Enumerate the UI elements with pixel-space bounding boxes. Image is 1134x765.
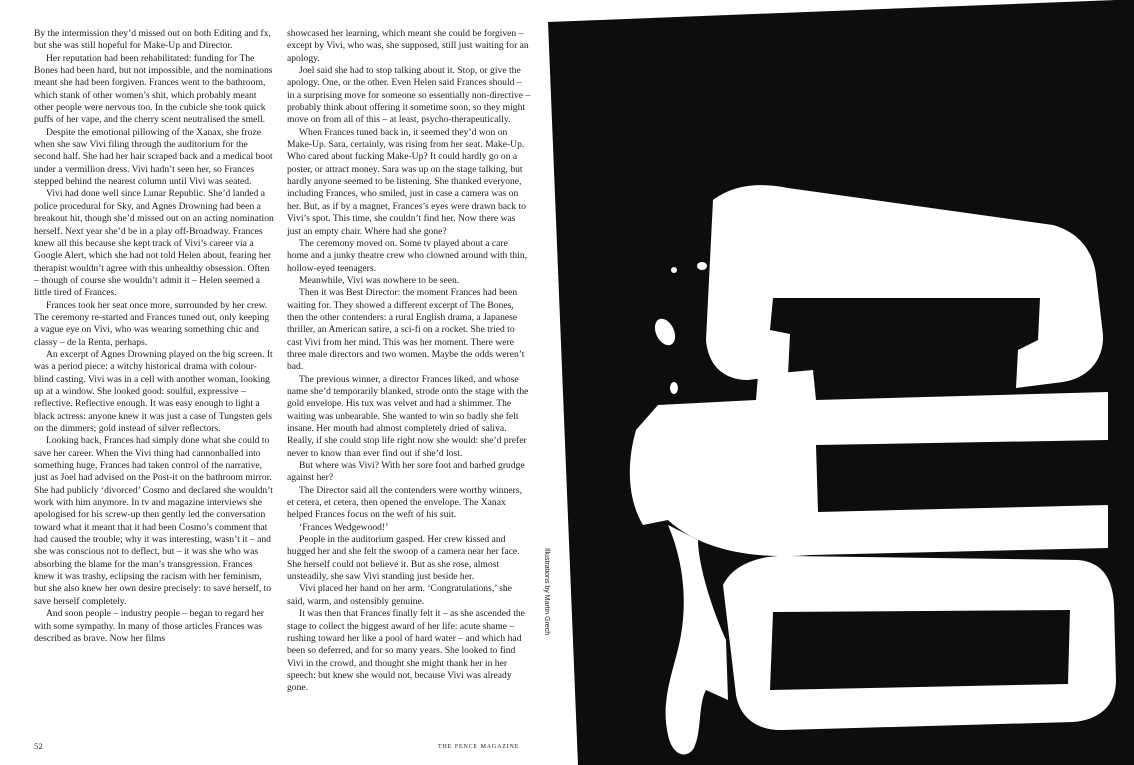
paragraph: showcased her learning, which meant she could be forgiven – except by Vivi, who was, she supposed, still just waiting for an apology. (287, 28, 529, 64)
paragraph: Her reputation had been rehabilitated: funding for The Bones had been hard, but not impossible, and the nominations meant she had been forgiven. Frances went to the bathroom, which stank of other women’s shit, which probably meant other people were nervous too. In the cubicle she took quick puffs of her vape, and the cherry scent neutralised the smell. (34, 52, 273, 126)
splash-dot (926, 267, 932, 273)
paragraph: When Frances tuned back in, it seemed they’d won on Make-Up. Sara, certainly, was rising from her seat. Make-Up. Who cared about fucking Make-Up? It could hardly go on a poster, or attract money. Sara was up on the stage talking, but hardly anyone seemed to be listening. She thanked everyone, including Frances, who smiled, just in case a camera was on her. But, as if by a magnet, Frances’s eyes were drawn back to Vivi’s spot. This time, she couldn’t find her. Now there was just an empty chair. Where had she gone? (287, 126, 526, 237)
paragraph: Meanwhile, Vivi was nowhere to be seen. (299, 274, 460, 286)
paragraph: And soon people – industry people – began to regard her with some sympathy. In many of those articles Frances was described as brave. Now her films (34, 608, 264, 644)
paragraph: ‘Frances Wedgewood!’ (299, 521, 389, 533)
paragraph: Then it was Best Director: the moment Frances had been waiting for. They showed a different excerpt of The Bones, then the other contenders: a rural English drama, a Japanese thriller, an American satire, a sci-fi on a rocket. She tried to cast Vivi from her mind. This was her moment. There were three male directors and two women. Maybe the odds weren’t bad. (287, 287, 525, 373)
paragraph: It was then that Frances finally felt it – as she ascended the stage to collect the biggest award of her life: acute shame – rushing toward her like a pool of hard water – and which had been so deferred, and for so many years. She looked to find Vivi in the crowd, and thought she might thank her in her speech: but knew she would not, because Vivi was already gone. (287, 608, 525, 694)
paragraph: Frances took her seat once more, surrounded by her crew. The ceremony re-started and Frances tuned out, only keeping a vague eye on Vivi, who was wearing something chic and classy – de la Renta, perhaps. (34, 299, 270, 348)
paragraph: Despite the emotional pillowing of the Xanax, she froze when she saw Vivi filing through the auditorium for the second half. She had her hair scraped back and a medical boot under a vermillion dress. Vivi hadn’t seen her, so Frances stepped behind the nearest column until Vivi was seated. (34, 126, 273, 188)
paragraph: An excerpt of Agnes Drowning played on the big screen. It was a period piece: a witchy historical drama with colour-blind casting. Vivi was in a cell with another woman, looking up at a window. She looked good: soulful, expressive – reflective. Reflective enough. It was easy enough to light a black actress: anyone knew it was just a case of Tungsten gels on the dimmers; gold instead of silver reflectors. (34, 348, 273, 434)
paragraph: The ceremony moved on. Some tv played about a care home and a junky theatre crew who clowned around with thin, hollow-eyed teenagers. (287, 237, 528, 274)
illustration-credit: Illustrations by Martin Grech (543, 548, 550, 636)
splash-dot (724, 224, 736, 240)
paragraph: Vivi placed her hand on her arm. ‘Congratulations,’ she said, warm, and ostensibly genuine. (287, 583, 512, 607)
page-number: 52 (34, 741, 43, 751)
illustration (548, 0, 1134, 765)
paragraph: But where was Vivi? With her sore foot and barbed grudge against her? (287, 460, 525, 484)
splash-dot (772, 428, 776, 432)
paragraph: Looking back, Frances had simply done what she could to save her career. When the Vivi thing had cannonballed into something huge, Frances had taken control of the narrative, just as Joel had advised on the Post-it on the bathroom mirror. She had publicly ‘divorced’ Cosmo and declared she wouldn’t work with him anymore. In tv and magazine interviews she apologised for his screw-up then gently led the conversation toward what it meant that it had been Cosmo’s comment that had caused the trouble; why it was interesting, wasn’t it – and she was conscious not to deflect, but – it was she who was absorbing the blame for the man’s transgression. Frances knew it was trashy, eclipsing the racism with her feminism, but she also knew her own desire precisely: to save herself, to save herself completely. (34, 435, 273, 607)
splash-dot (697, 262, 707, 270)
paragraph: The previous winner, a director Frances liked, and whose name she’d temporarily blanked, strode onto the stage with the gold envelope. His tux was velvet and had a shimmer. The waiting was unbearable. She wanted to win so badly she felt insane. Her mouth had almost completely dried of saliva. Really, if she could stop life right now she would: she’d prefer never to know than ever find out if she’d lost. (287, 373, 529, 459)
paragraph: Vivi had done well since Lunar Republic. She’d landed a police procedural for Sky, and Agnes Drowning had been a breakout hit, though she’d missed out on an acting nomination herself. Next year she’d be in a play off-Broadway. Frances knew all this because she kept track of Vivi’s career via a Google Alert, which she had not told Helen about, fearing her therapist wouldn’t agree with this unhealthy obsession. Often – though of course she wouldn’t admit it – Helen seemed a little tired of Frances. (34, 188, 274, 299)
left-text-column (34, 28, 274, 645)
splash-dot (671, 267, 677, 273)
magazine-name: the fence magazine (438, 741, 520, 750)
paragraph: The Director said all the contenders were worthy winners, et cetera, et cetera, then opened the envelope. The Xanax helped Frances focus on the weft of his suit. (287, 484, 522, 521)
paragraph: Joel said she had to stop talking about it. Stop, or give the apology. One, or the other. Even Helen said Frances should – in a surprising move for someone so essentially non-directive – probably think about offering it sometime soon, so they might move on from all of this – at least, psycho-therapeutically. (287, 65, 531, 126)
paragraph: By the intermission they’d missed out on both Editing and fx, but she was still hopeful for Make-Up and Director. (34, 28, 271, 52)
paragraph: People in the auditorium gasped. Her crew kissed and hugged her and she felt the swoop of a camera near her face. She herself could not believe it. But as she rose, almost unsteadily, she saw Vivi standing just beside her. (287, 534, 520, 583)
right-text-column (287, 28, 531, 695)
splash-dot (670, 382, 678, 394)
